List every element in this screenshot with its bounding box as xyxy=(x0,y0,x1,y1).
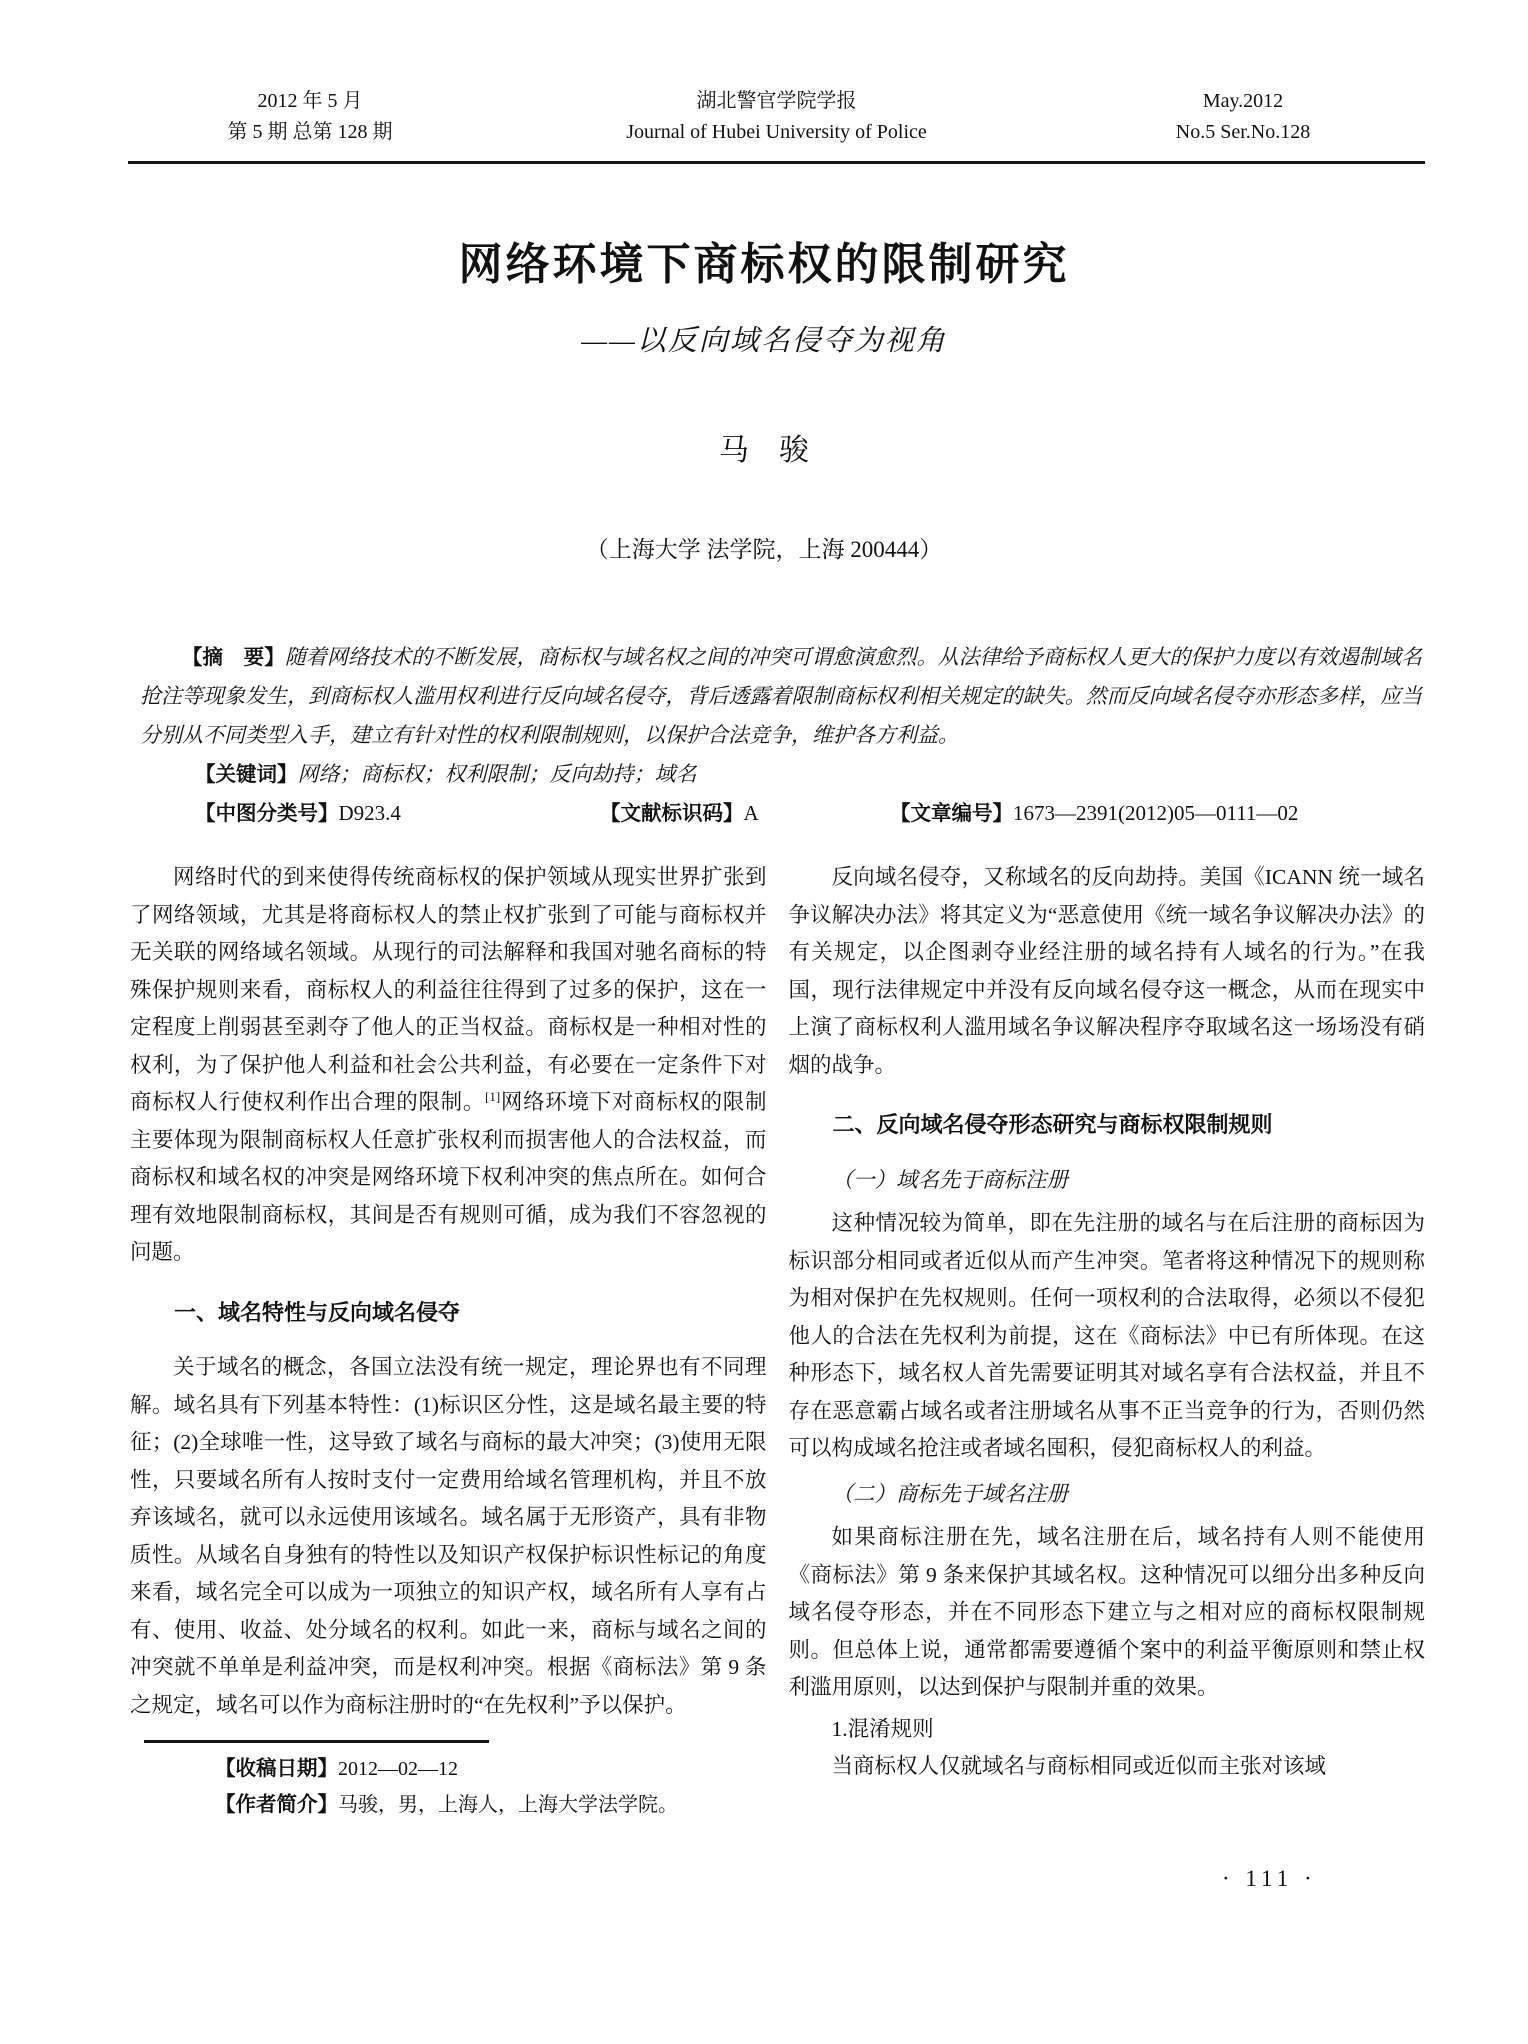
meta-row xyxy=(140,794,1422,833)
clc-value: D923.4 xyxy=(338,801,401,825)
footnote-author-bio xyxy=(130,1787,767,1823)
author-name: 马 骏 xyxy=(719,434,809,467)
footnote-received-date xyxy=(130,1751,767,1787)
footnote-ref-1: [1] xyxy=(485,1088,501,1104)
abstract-label: 【摘 要】 xyxy=(182,646,285,669)
header-issue-en-block xyxy=(1063,86,1423,148)
keywords-text: 网络；商标权；权利限制；反向劫持；域名 xyxy=(297,762,697,786)
paragraph-domain-first: 这种情况较为简单，即在先注册的域名与在后注册的商标因为标识部分相同或者近似从而产生冲突。笔者将这种情况下的规则称为相对保护在先权规则。任何一项权利的合法取得，必须以不侵犯他人的合法在先权利为前提，这在《商标法》中已有所体现。在这种形态下，域名权人首先需要证明其对域名享有合法权益，并且不存在恶意霸占域名或者注册域名从事不正当竞争的行为，否则仍然可以构成域名抢注或者域名囤积，侵犯商标权人的利益。 xyxy=(788,1211,1425,1460)
body-columns xyxy=(130,859,1425,1823)
footnote-divider-rule xyxy=(144,1740,489,1743)
article-id-value: 1673—2391(2012)05—0111—02 xyxy=(1013,801,1299,825)
section-2-heading: 二、反向域名侵夺形态研究与商标权限制规则 xyxy=(832,1112,1273,1137)
header-divider-rule xyxy=(128,161,1425,164)
article-id-label: 【文章编号】 xyxy=(890,802,1013,825)
header-journal-name-block xyxy=(490,86,1063,148)
keywords-line xyxy=(140,755,1422,794)
header-issue-cn-block xyxy=(130,86,490,148)
section-1-heading: 一、域名特性与反向域名侵夺 xyxy=(174,1299,461,1325)
abstract-text: 随着网络技术的不断发展，商标权与域名权之间的冲突可谓愈演愈烈。从法律给予商标权人更大的保护力度以有效遏制域名抢注等现象发生，到商标权人滥用权利进行反向域名侵夺，背后透露着限制商标权利相关规定的缺失。然而反向域名侵夺亦形态多样，应当分别从不同类型入手，建立有针对性的权利限制规则，以保护合法竞争，维护各方利益。 xyxy=(140,645,1423,747)
abstract-paragraph xyxy=(140,638,1422,755)
journal-name-en: Journal of Hubei University of Police xyxy=(626,121,927,143)
clc-label: 【中图分类号】 xyxy=(195,802,339,825)
paragraph-confusion-rule: 当商标权人仅就域名与商标相同或近似而主张对该域 xyxy=(831,1754,1327,1778)
author-bio-value: 马骏，男，上海人，上海大学法学院。 xyxy=(338,1793,678,1816)
subsection-2-heading: （二）商标先于域名注册 xyxy=(831,1481,1069,1506)
header-issue-cn: 第 5 期 总第 128 期 xyxy=(227,121,393,143)
journal-name-cn: 湖北警官学院学报 xyxy=(696,90,857,112)
received-date-label: 【收稿日期】 xyxy=(215,1756,338,1780)
paragraph-trademark-first: 如果商标注册在先，域名注册在后，域名持有人则不能使用《商标法》第 9 条来保护其域名权。这种情况可以细分出多种反向域名侵夺形态，并在不同形态下建立与之相对应的商标权限制规则。但总体上说，通常都需要遵循个案中的利益平衡原则和禁止权利滥用原则，以达到保护与限制并重的效果。 xyxy=(788,1525,1425,1699)
article-title: 网络环境下商标权的限制研究 xyxy=(458,240,1070,289)
document-code-label: 【文献标识码】 xyxy=(600,802,744,825)
author-affiliation: （上海大学 法学院，上海 200444） xyxy=(585,537,943,562)
page-number: · 111 · xyxy=(1222,1866,1317,1891)
article-id xyxy=(890,794,1298,833)
received-date-value: 2012—02—12 xyxy=(338,1757,458,1780)
confusion-rule-heading: 1.混淆规则 xyxy=(831,1716,934,1741)
right-column xyxy=(789,859,1426,1823)
paragraph-domain-characteristics: 关于域名的概念，各国立法没有统一规定，理论界也有不同理解。域名具有下列基本特性：(1)标识区分性，这是域名最主要的特征；(2)全球唯一性，这导致了域名与商标的最大冲突；(3)使用无限性，只要域名所有人按时支付一定费用给域名管理机构，并且不放弃该域名，就可以永远使用该域名。域名属于无形资产，具有非物质性。从域名自身独有的特性以及知识产权保护标识性标记的角度来看，域名完全可以成为一项独立的知识产权，域名所有人享有占有、使用、收益、处分域名的权利。如此一来，商标与域名之间的冲突就不单单是利益冲突，而是权利冲突。根据《商标法》第 9 条之规定，域名可以作为商标注册时的“在先权利”予以保护。 xyxy=(130,1355,767,1717)
header-issue-en: No.5 Ser.No.128 xyxy=(1175,121,1311,143)
clc-number xyxy=(195,794,600,833)
left-column xyxy=(130,859,767,1823)
document-code xyxy=(600,794,890,833)
paragraph-intro xyxy=(130,859,767,1272)
article-subtitle: ——以反向域名侵夺为视角 xyxy=(581,325,947,357)
intro-text-before-ref: 网络时代的到来使得传统商标权的保护领域从现实世界扩张到了网络领域，尤其是将商标权人的禁止权扩张到了可能与商标权并无关联的网络域名领域。从现行的司法解释和我国对驰名商标的特殊保护规则来看，商标权人的利益往往得到了过多的保护，这在一定程度上削弱甚至剥夺了他人的正当权益。商标权是一种相对性的权利，为了保护他人利益和社会公共利益，有必要在一定条件下对商标权人行使权利作出合理的限制。 xyxy=(130,865,767,1114)
keywords-label: 【关键词】 xyxy=(195,763,298,786)
author-bio-label: 【作者简介】 xyxy=(215,1792,338,1816)
abstract-block xyxy=(140,638,1422,833)
journal-header xyxy=(0,0,1528,148)
subsection-1-heading: （一）域名先于商标注册 xyxy=(831,1167,1069,1192)
header-date-cn: 2012 年 5 月 xyxy=(257,90,363,112)
header-date-en: May.2012 xyxy=(1202,90,1284,112)
intro-text-after-ref: 网络环境下对商标权的限制主要体现为限制商标权人任意扩张权利而损害他人的合法权益，而商标权和域名权的冲突是网络环境下权利冲突的焦点所在。如何合理有效地限制商标权，其间是否有规则可循，成为我们不容忽视的问题。 xyxy=(130,1090,767,1264)
footnote-block xyxy=(130,1724,767,1823)
paragraph-reverse-hijacking: 反向域名侵夺，又称域名的反向劫持。美国《ICANN 统一域名争议解决办法》将其定义为“恶意使用《统一域名争议解决办法》的有关规定，以企图剥夺业经注册的域名持有人域名的行为。”在我国，现行法律规定中并没有反向域名侵夺这一概念，从而在现实中上演了商标权利人滥用域名争议解决程序夺取域名这一场场没有硝烟的战争。 xyxy=(788,865,1425,1077)
document-code-value: A xyxy=(743,801,759,825)
